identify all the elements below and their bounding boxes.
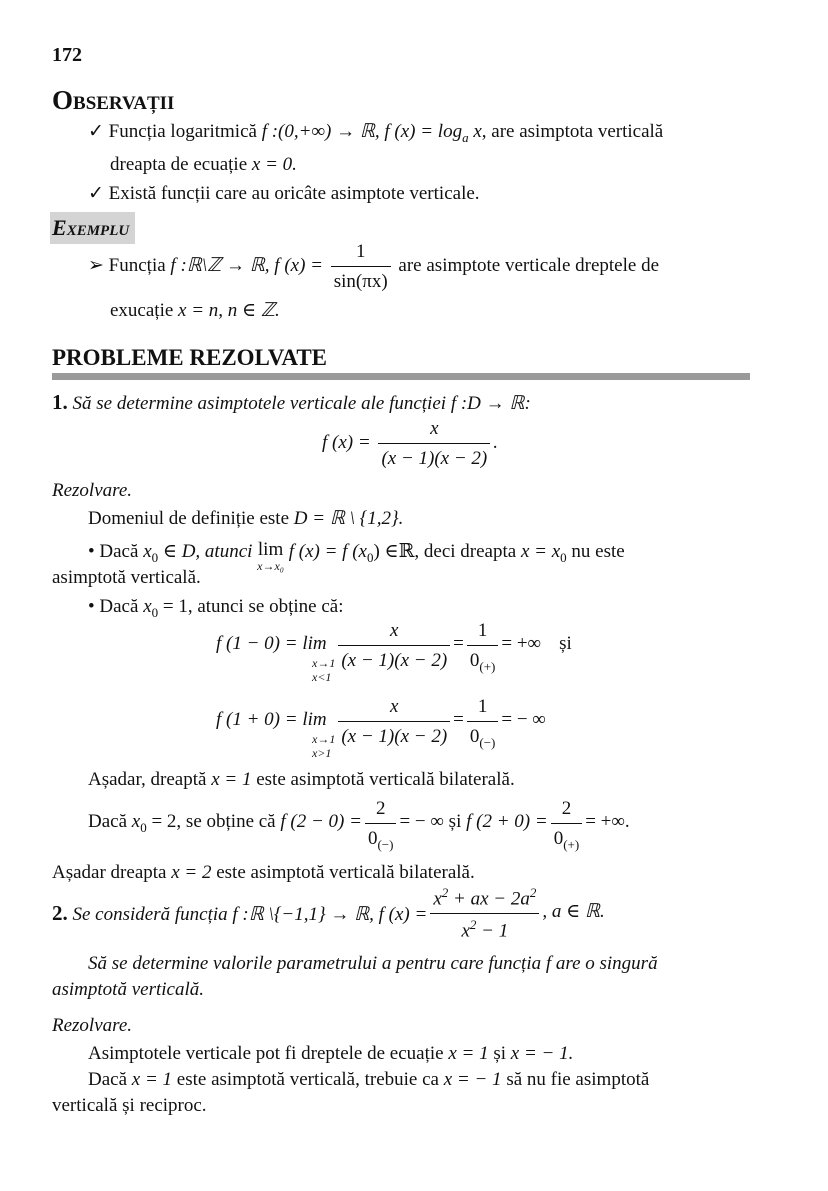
x2-mid-wrap xyxy=(399,810,547,834)
problem-1-eq-num: x xyxy=(378,418,490,444)
concl1-text-b: este asimptotă verticală bilaterală. xyxy=(251,769,515,790)
limit-right-fraction xyxy=(338,696,450,748)
section-title: PROBLEME REZOLVATE xyxy=(52,345,328,370)
bullet1-log-arg: x xyxy=(468,121,482,142)
x2-x: x xyxy=(131,811,141,832)
p2-num-wrap xyxy=(430,886,539,914)
p2-fraction xyxy=(430,886,539,942)
exemplu-text-a: Funcția xyxy=(108,255,171,277)
limit-right-lhs-wrap xyxy=(216,708,335,761)
problem-1-number: 1. xyxy=(52,390,68,414)
p2-solution-2 xyxy=(88,1068,649,1092)
observatii-heading xyxy=(52,84,174,118)
domain-math: D = ℝ \ {1,2}. xyxy=(293,508,404,529)
case-x0-2 xyxy=(88,798,630,853)
limit-right-rnum: 1 xyxy=(467,696,499,722)
limit-right-rden-wrap xyxy=(467,722,499,751)
exemplu-tag xyxy=(50,212,135,244)
case1-lim-sub: x→x₀ xyxy=(257,559,284,573)
limit-left-den: (x − 1)(x − 2) xyxy=(341,649,448,671)
case1-e-sub: 0 xyxy=(560,549,567,565)
p2-sol2-m1: x = 1 xyxy=(131,1069,173,1090)
concl1-text-a: Așadar, dreaptă xyxy=(88,769,212,790)
check-icon: ✓ xyxy=(88,121,104,142)
limit-left-sub2: x<1 xyxy=(312,670,332,685)
concl2-text-a: Așadar dreapta xyxy=(52,862,172,883)
limit-left-lhs-wrap xyxy=(216,632,335,685)
p2-sol2-b: este asimptotă verticală, trebuie ca xyxy=(172,1069,444,1090)
observatii-heading-initial: O xyxy=(52,85,74,115)
case1-lim-word: lim xyxy=(257,539,284,560)
x2-d1-sub: (−) xyxy=(377,836,394,852)
p2-den-wrap xyxy=(430,914,539,942)
exemplu-frac-num: 1 xyxy=(331,241,391,267)
p2-solution-2-line2: verticală și reciproc. xyxy=(52,1095,207,1116)
conclusion-1 xyxy=(88,768,515,792)
concl1-math: x = 1 xyxy=(211,769,252,790)
limit-right-rden-sub: (−) xyxy=(479,734,496,750)
case1-text-a: • Dacă xyxy=(88,541,144,562)
limit-left-rden: 0 xyxy=(469,649,480,671)
problem-1-domain xyxy=(88,507,403,531)
problem-1-case-2 xyxy=(88,595,343,621)
limit-left-eq: = xyxy=(453,633,464,654)
x2-r1: = − ∞ și xyxy=(399,811,467,832)
exemplu-line2-math: x = n, n ∈ ℤ. xyxy=(178,300,280,321)
concl2-text-b: este asimptotă verticală bilaterală. xyxy=(211,862,475,883)
p2-task-line-1: Să se determine valorile parametrului a pentru care funcția f are o singură xyxy=(88,953,658,974)
exemplu-line-1 xyxy=(88,241,659,293)
bullet1-math: f :(0,+∞) → ℝ, f (x) = log xyxy=(261,121,463,142)
limit-left-rden-wrap xyxy=(467,646,499,675)
x2-fraction-1 xyxy=(365,798,397,853)
p2-text-a: Se consideră funcția xyxy=(72,904,233,925)
x2-fraction-2 xyxy=(551,798,583,853)
problem-1-function xyxy=(322,418,498,470)
limit-right xyxy=(216,696,546,761)
x2-d2-wrap xyxy=(551,824,583,853)
bullet1-log-base: a xyxy=(462,129,469,145)
problem-1-eq-lhs: f (x) = xyxy=(322,432,371,454)
limit-left-rden-sub: (+) xyxy=(479,658,496,674)
case2-x: x xyxy=(143,596,152,617)
observatii-bullet-1-line2 xyxy=(110,153,297,177)
p2-den-a: x xyxy=(461,920,470,942)
limit-right-sub2: x>1 xyxy=(312,746,332,761)
case1-text-c: f (x) = f (x xyxy=(283,541,367,562)
observatii-heading-rest: BSERVAȚII xyxy=(73,93,175,114)
x2-text-wrap xyxy=(88,810,362,836)
case1-text-f: nu este xyxy=(566,541,625,562)
problem-1-eq-fraction xyxy=(378,418,490,470)
p2-sol1-m2: x = − 1. xyxy=(510,1043,574,1064)
problem-1-statement xyxy=(52,389,531,416)
case2-text-a: • Dacă xyxy=(88,596,144,617)
case1-text-e: x = x xyxy=(520,541,561,562)
case1-c-sub: 0 xyxy=(366,549,374,565)
case1-x: x xyxy=(143,541,152,562)
x2-f1: f (2 − 0) = xyxy=(280,811,362,832)
p2-den-b: − 1 xyxy=(476,920,509,942)
p2-math: f :ℝ \{−1,1} → ℝ, f (x) = xyxy=(232,904,428,925)
x2-d1-wrap xyxy=(365,824,397,853)
observatii-bullet-1 xyxy=(88,120,663,146)
exemplu-line2-text: exucație xyxy=(110,300,179,321)
case1-x-sub: 0 xyxy=(151,549,159,565)
bullet1-line2-text: dreapta de ecuație xyxy=(110,154,252,175)
exemplu-fraction xyxy=(331,241,391,293)
observatii-bullet-2 xyxy=(88,182,480,206)
p2-num-sup1: 2 xyxy=(441,885,449,900)
problem-1-eq-end: . xyxy=(493,432,499,454)
arrow-bullet-icon: ➢ xyxy=(88,255,104,277)
x2-n1: 2 xyxy=(365,798,397,824)
exemplu-frac-den: sin(πx) xyxy=(333,270,388,292)
exemplu-line-2 xyxy=(110,299,280,323)
problem-2-statement xyxy=(52,886,605,942)
concl2-math: x = 2 xyxy=(171,862,212,883)
limit-right-eq: = xyxy=(453,709,464,730)
problem-1-text: Să se determine asimptotele verticale ale funcției xyxy=(72,393,451,414)
limit-left-rnum: 1 xyxy=(467,620,499,646)
x2-f2: f (2 + 0) = xyxy=(466,811,548,832)
problem-2-rezolvare: Rezolvare. xyxy=(52,1015,133,1036)
case2-x-sub: 0 xyxy=(151,604,159,620)
limit-right-lhs: f (1 + 0) = lim xyxy=(216,709,327,730)
p2-sol2-a: Dacă xyxy=(88,1069,132,1090)
limit-left-num: x xyxy=(338,620,450,646)
p2-num-sup2: 2 xyxy=(529,885,537,900)
exemplu-text-b: are asimptote verticale dreptele de xyxy=(398,255,660,277)
p2-den-sup: 2 xyxy=(469,917,477,933)
p2-num-b: + ax − 2a xyxy=(448,888,530,910)
limit-right-result: = − ∞ xyxy=(501,709,546,730)
limit-left-lhs: f (1 − 0) = lim xyxy=(216,633,327,654)
conclusion-2 xyxy=(52,861,475,885)
bullet1-text-a: Funcția logaritmică xyxy=(108,121,262,142)
limit-right-sub1: x→1 xyxy=(312,731,336,746)
bullet1-text-b: , are asimptota verticală xyxy=(481,121,664,142)
limit-right-den: (x − 1)(x − 2) xyxy=(341,725,448,747)
exemplu-tag-rest: XEMPLU xyxy=(66,223,130,239)
case1-text-b: ∈ D, atunci xyxy=(158,541,258,562)
p2-task-line-2: asimptotă verticală. xyxy=(52,979,204,1000)
x2-text-b: = 2, se obține că xyxy=(146,811,281,832)
p2-num-a: x xyxy=(433,888,442,910)
x2-d2-sub: (+) xyxy=(563,836,580,852)
check-icon: ✓ xyxy=(88,183,104,204)
x2-text-a: Dacă xyxy=(88,811,132,832)
bullet2-text: Există funcții care au oricâte asimptote verticale. xyxy=(108,183,480,204)
limit-left-si: și xyxy=(559,633,572,654)
x2-d2: 0 xyxy=(553,827,564,849)
section-divider xyxy=(52,373,750,380)
x2-x-sub: 0 xyxy=(140,819,147,835)
limit-right-num: x xyxy=(338,696,450,722)
x2-n2: 2 xyxy=(551,798,583,824)
p2-text-wrap xyxy=(52,900,427,927)
case2-text-b: = 1, atunci se obține că: xyxy=(158,596,344,617)
p2-solution-1 xyxy=(88,1042,573,1066)
exemplu-math: f :ℝ\ℤ → ℝ, f (x) = xyxy=(170,255,323,277)
limit-right-rden: 0 xyxy=(469,725,480,747)
page-number: 172 xyxy=(52,44,82,66)
p2-sol1-a: Asimptotele verticale pot fi dreptele de ecuație xyxy=(88,1043,449,1064)
p2-sol2-m2: x = − 1 xyxy=(443,1069,502,1090)
problem-1-rezolvare: Rezolvare. xyxy=(52,480,133,501)
limit-left xyxy=(216,620,572,685)
exemplu-tag-initial: E xyxy=(52,215,67,240)
p2-sol1-b: și xyxy=(488,1043,511,1064)
p2-sol1-m1: x = 1 xyxy=(448,1043,489,1064)
bullet1-line2-math: x = 0. xyxy=(251,154,297,175)
x2-d1: 0 xyxy=(367,827,378,849)
problem-1-case-1-line2: asimptotă verticală. xyxy=(52,567,201,588)
case1-text-d: ) ∈ℝ, deci dreapta xyxy=(373,541,521,562)
domain-text: Domeniul de definiție este xyxy=(88,508,294,529)
limit-right-result-fraction xyxy=(467,696,499,751)
limit-left-fraction xyxy=(338,620,450,672)
limit-left-result: = +∞ xyxy=(501,633,542,654)
case1-limit xyxy=(257,540,284,574)
p2-sol2-c: să nu fie asimptotă xyxy=(501,1069,650,1090)
limit-left-result-fraction xyxy=(467,620,499,675)
limit-left-sub1: x→1 xyxy=(312,655,336,670)
problem-1-eq-den: (x − 1)(x − 2) xyxy=(381,447,488,469)
x2-r2: = +∞. xyxy=(585,811,630,832)
p2-end: , a ∈ ℝ. xyxy=(542,901,605,922)
problem-1-math: f :D → ℝ: xyxy=(450,393,531,414)
problem-2-number: 2. xyxy=(52,901,68,925)
